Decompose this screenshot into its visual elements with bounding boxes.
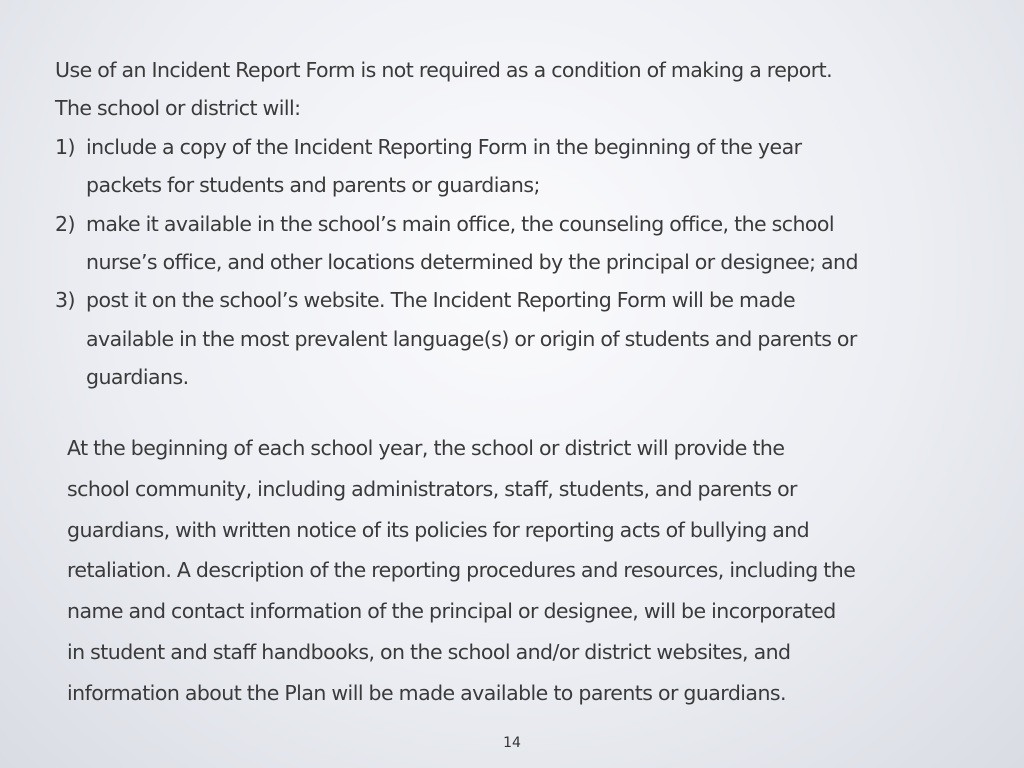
list-line: available in the most prevalent language(s) or origin of students and parents or: [86, 326, 857, 351]
intro-block: [55, 51, 985, 397]
list-text: [86, 281, 966, 396]
list-item: [55, 281, 985, 396]
list-line: include a copy of the Incident Reporting Form in the beginning of the year: [86, 134, 802, 159]
paragraph-line: school community, including administrators, staff, students, and parents or: [67, 476, 797, 501]
list-number: 2): [55, 211, 75, 236]
list-number: 1): [55, 134, 75, 159]
list-text: [86, 128, 966, 205]
intro-line: Use of an Incident Report Form is not required as a condition of making a report.: [55, 58, 833, 82]
paragraph-line: retaliation. A description of the reporting procedures and resources, including the: [67, 558, 856, 583]
list-line: make it available in the school’s main office, the counseling office, the school: [86, 211, 835, 236]
paragraph-line: in student and staff handbooks, on the school and/or district websites, and: [67, 639, 791, 664]
notice-paragraph: [67, 428, 972, 714]
intro-line: The school or district will:: [55, 96, 301, 121]
list-text: [86, 205, 966, 282]
paragraph-line: name and contact information of the principal or designee, will be incorporated: [67, 599, 836, 624]
list-line: post it on the school’s website. The Incident Reporting Form will be made: [86, 288, 796, 313]
paragraph-line: guardians, with written notice of its policies for reporting acts of bullying and: [67, 517, 810, 542]
numbered-list: [55, 128, 985, 397]
list-number: 3): [55, 288, 75, 313]
list-line: packets for students and parents or guardians;: [86, 173, 540, 198]
paragraph-line: information about the Plan will be made available to parents or guardians.: [67, 680, 786, 705]
list-line: guardians.: [86, 365, 189, 390]
list-item: [55, 205, 985, 282]
paragraph-line: At the beginning of each school year, the school or district will provide the: [67, 436, 785, 460]
list-item: [55, 128, 985, 205]
page-number: 14: [503, 735, 521, 751]
list-line: nurse’s office, and other locations determined by the principal or designee; and: [86, 250, 858, 275]
